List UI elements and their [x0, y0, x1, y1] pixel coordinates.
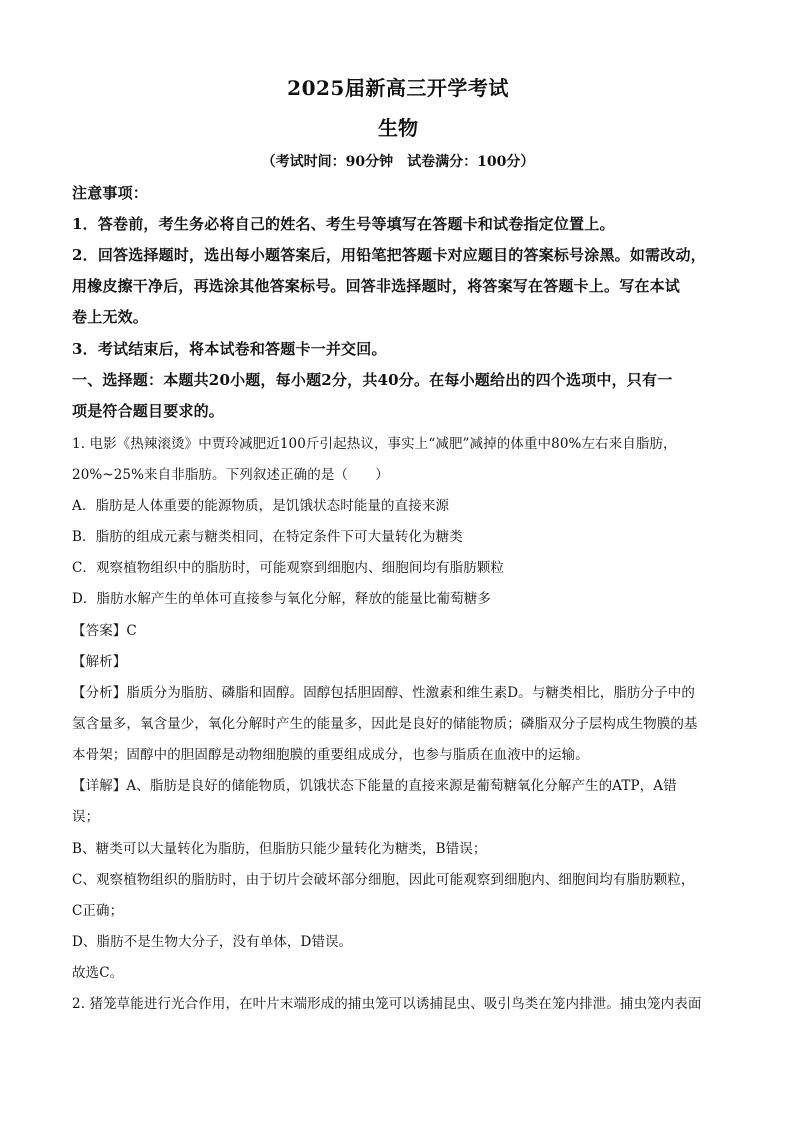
xiangjie-tag: 【详解】 [72, 778, 127, 794]
xiangjie-b: B、糖类可以大量转化为脂肪，但脂肪只能少量转化为糖类，B错误； [72, 841, 487, 857]
answer-tag: 【答案】 [72, 623, 127, 639]
exam-info: （考试时间：90分钟 试卷满分：100分） [261, 154, 535, 170]
answer-value: C [126, 623, 137, 639]
fenxi-line-2: 氢含量多，氧含量少，氧化分解时产生的能量多，因此是良好的储能物质；磷脂双分子层构成生物膜的基 [72, 716, 698, 732]
note-item-2-line-2: 用橡皮擦干净后，再选涂其他答案标号。回答非选择题时，将答案写在答题卡上。写在本试 [72, 277, 681, 295]
question-1-option-c: C．观察植物组织中的脂肪时，可能观察到细胞内、细胞间均有脂肪颗粒 [72, 560, 505, 576]
question-1-stem-line-2: 20%~25%来自非脂肪。下列叙述正确的是（ ） [72, 467, 389, 483]
note-item-1: 1．答卷前，考生务必将自己的姓名、考生号等填写在答题卡和试卷指定位置上。 [72, 215, 615, 233]
exam-title: 2025届新高三开学考试 [287, 76, 509, 100]
xiangjie-line-2: 误； [72, 809, 100, 825]
fenxi-text-1: 脂质分为脂肪、磷脂和固醇。固醇包括胆固醇、性激素和维生素D。与糖类相比，脂肪分子中的 [126, 685, 695, 701]
question-1-option-a: A．脂肪是人体重要的能源物质，是饥饿状态时能量的直接来源 [72, 498, 450, 514]
xiangjie-line-1 [72, 774, 724, 794]
question-1-option-d: D．脂肪水解产生的单体可直接参与氧化分解，释放的能量比葡萄糖多 [72, 591, 491, 607]
fenxi-line-1 [72, 681, 724, 701]
section-heading-line-1: 一、选择题：本题共20小题，每小题2分，共40分。在每小题给出的四个选项中，只有一 [72, 371, 673, 389]
question-1-stem-line-1: 1. 电影《热辣滚烫》中贾玲减肥近100斤引起热议，事实上“减肥”减掉的体重中80%左右来自脂肪， [72, 436, 677, 452]
question-2-stem-line-1: 2. 猪笼草能进行光合作用，在叶片末端形成的捕虫笼可以诱捕昆虫、吸引鸟类在笼内排泄。捕虫笼内表面 [72, 996, 702, 1012]
xiangjie-c-line-2: C正确； [72, 903, 124, 919]
fenxi-tag: 【分析】 [72, 685, 127, 701]
conclusion: 故选C。 [72, 965, 124, 981]
section-heading-line-2: 项是符合题目要求的。 [72, 402, 225, 420]
note-item-2-line-1: 2．回答选择题时，选出每小题答案后，用铅笔把答题卡对应题目的答案标号涂黑。如需改动， [72, 246, 706, 264]
subject-title: 生物 [378, 116, 418, 140]
note-item-2-line-3: 卷上无效。 [72, 308, 149, 326]
fenxi-line-3: 本骨架；固醇中的胆固醇是动物细胞膜的重要组成成分，也参与脂质在血液中的运输。 [72, 747, 589, 763]
notes-heading: 注意事项： [72, 184, 149, 202]
xiangjie-d: D、脂肪不是生物大分子，没有单体，D错误。 [72, 934, 353, 950]
answer-line [72, 619, 724, 639]
question-1-option-b: B．脂肪的组成元素与糖类相同，在特定条件下可大量转化为糖类 [72, 529, 463, 545]
analysis-tag: 【解析】 [72, 654, 127, 670]
note-item-3: 3．考试结束后，将本试卷和答题卡一并交回。 [72, 340, 387, 358]
xiangjie-text-1: A、脂肪是良好的储能物质，饥饿状态下能量的直接来源是葡萄糖氧化分解产生的ATP，A错 [126, 778, 677, 794]
xiangjie-c-line-1: C、观察植物组织的脂肪时，由于切片会破坏部分细胞，因此可能观察到细胞内、细胞间均有脂肪颗粒， [72, 872, 695, 888]
